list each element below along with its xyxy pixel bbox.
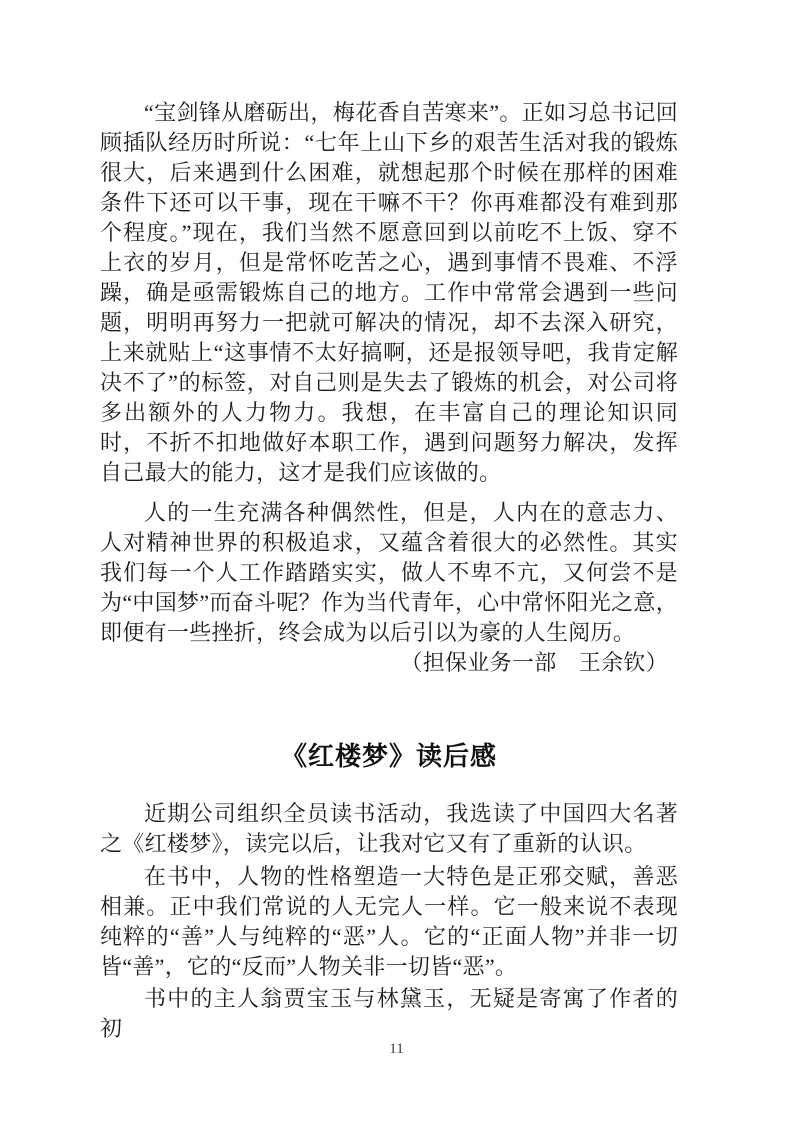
signature-line: （担保业务一部 王余钦） bbox=[400, 650, 668, 675]
paragraph: 人的一生充满各种偶然性，但是，人内在的意志力、人对精神世界的积极追求，又蕴含着很大的必然性。其实我们每一个人工作踏踏实实，做人不卑不亢，又何尝不是为“中国梦”而奋斗呢？作为当代青年，心中常怀阳光之意，即便有一些挫折，终会成为以后引以为豪的人生阅历。 bbox=[100, 500, 678, 645]
page-number: 11 bbox=[389, 1041, 404, 1057]
paragraph: 在书中，人物的性格塑造一大特色是正邪交赋，善恶相兼。正中我们常说的人无完人一样。它一般来说不表现纯粹的“善”人与纯粹的“恶”人。它的“正面人物”并非一切皆“善”，它的“反而”人物关非一切皆“恶”。 bbox=[100, 864, 678, 979]
paragraph: 书中的主人翁贾宝玉与林黛玉，无疑是寄寓了作者的初 bbox=[100, 986, 678, 1041]
text-block bbox=[100, 98, 678, 1044]
essay-title: 《红楼梦》读后感 bbox=[280, 741, 497, 771]
paragraph: “宝剑锋从磨砺出，梅花香自苦寒来”。正如习总书记回顾插队经历时所说：“七年上山下乡的艰苦生活对我的锻炼很大，后来遇到什么困难，就想起那个时候在那样的困难条件下还可以干事，现在干嘛不干？你再难都没有难到那个程度。”现在，我们当然不愿意回到以前吃不上饭、穿不上衣的岁月，但是常怀吃苦之心，遇到事情不畏难、不浮躁，确是亟需锻炼自己的地方。工作中常常会遇到一些问题，明明再努力一把就可解决的情况，却不去深入研究，上来就贴上“这事情不太好搞啊，还是报领导吧，我肯定解决不了”的标签，对自己则是失去了锻炼的机会，对公司将多出额外的人力物力。我想，在丰富自己的理论知识同时，不折不扣地做好本职工作，遇到问题努力解决，发挥自己最大的能力，这才是我们应该做的。 bbox=[100, 100, 678, 485]
paragraph: 近期公司组织全员读书活动，我选读了中国四大名著之《红楼梦》，读完以后，让我对它又有了重新的认识。 bbox=[100, 801, 678, 856]
